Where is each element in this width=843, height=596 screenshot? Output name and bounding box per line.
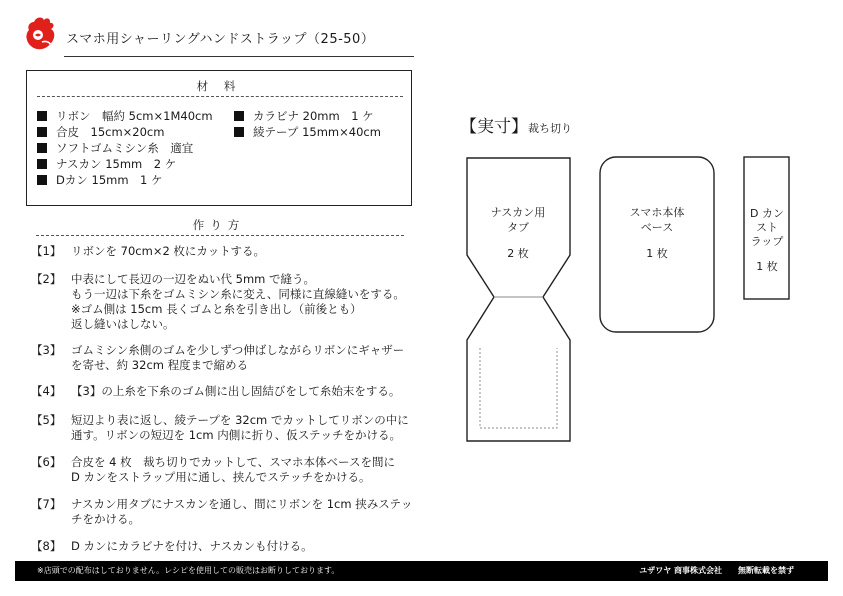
footer-bar [15, 561, 828, 581]
step-number: 【3】 [31, 343, 62, 357]
footer-company: ユザワヤ 商事株式会社 無断転載を禁ず [639, 566, 794, 575]
page-title: スマホ用シャーリングハンドストラップ（25-50） [66, 32, 375, 47]
dring-count: 1 枚 [756, 260, 778, 273]
materials-divider [37, 96, 403, 97]
red-rooster-logo-icon [24, 16, 58, 54]
pattern-pieces [440, 140, 840, 450]
material-item: カラビナ 20mm 1 ケ [234, 109, 374, 124]
bullet-square-icon [234, 111, 244, 121]
footer-notice: ※店頭での配布はしておりません。レシピを使用しての販売はお断りしております。 [37, 566, 340, 575]
bullet-square-icon [37, 143, 47, 153]
material-item: Dカン 15mm 1 ケ [37, 173, 163, 188]
step-number: 【2】 [31, 272, 62, 286]
base-label-1: スマホ本体 [629, 206, 685, 219]
tab-count: 2 枚 [507, 247, 529, 260]
material-item: 合皮 15cm×20cm [37, 125, 164, 140]
base-label-2: ベース [640, 221, 674, 234]
tab-label-2: タブ [507, 221, 529, 234]
bullet-square-icon [234, 127, 244, 137]
bullet-square-icon [37, 159, 47, 169]
materials-box [26, 70, 412, 206]
material-item: ナスカン 15mm 2 ケ [37, 157, 176, 172]
material-item: ソフトゴムミシン糸 適宜 [37, 141, 193, 156]
step-number: 【6】 [31, 455, 62, 469]
step-number: 【5】 [31, 413, 62, 427]
step-number: 【8】 [31, 539, 62, 553]
dring-label-1: D カン [750, 207, 784, 220]
bullet-square-icon [37, 127, 47, 137]
method-divider [36, 235, 404, 236]
base-count: 1 枚 [646, 247, 668, 260]
step-number: 【4】 [31, 384, 62, 398]
step-number: 【7】 [31, 497, 62, 511]
material-item: リボン 幅約 5cm×1M40cm [37, 109, 213, 124]
dring-label-2: スト [756, 221, 778, 234]
tab-label-1: ナスカン用 [490, 206, 546, 219]
base-pattern-piece [600, 157, 714, 332]
actual-size-heading: 【実寸】裁ち切り [460, 117, 572, 137]
bullet-square-icon [37, 111, 47, 121]
method-heading: 作り方 [192, 218, 246, 232]
title-underline [64, 56, 414, 57]
bullet-square-icon [37, 175, 47, 185]
step-number: 【1】 [31, 244, 62, 258]
materials-heading: 材 料 [196, 79, 242, 93]
dring-pattern-piece [744, 157, 789, 299]
material-item: 綾テープ 15mm×40cm [234, 125, 381, 140]
tab-pattern-piece [467, 158, 570, 441]
dring-label-3: ラップ [750, 235, 784, 248]
